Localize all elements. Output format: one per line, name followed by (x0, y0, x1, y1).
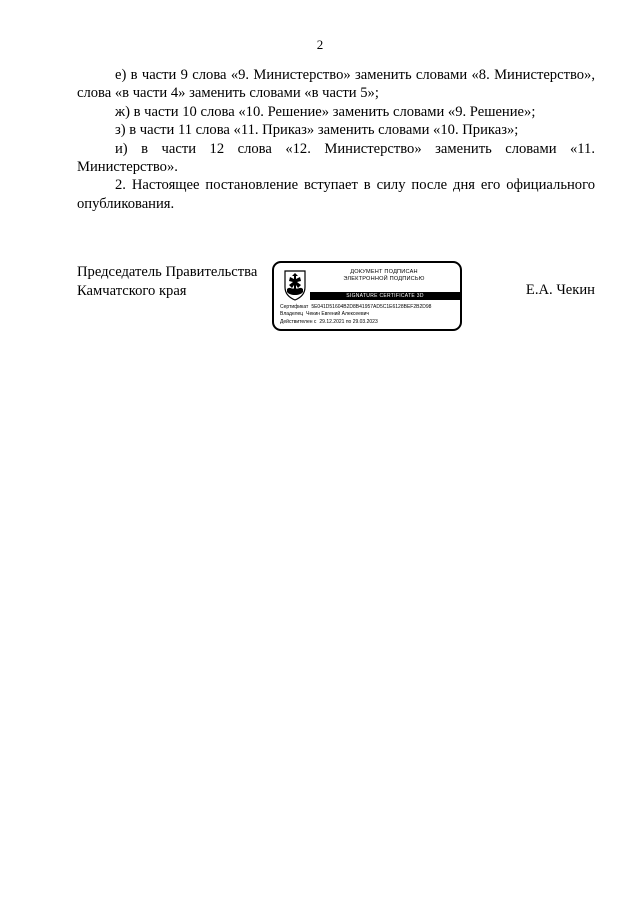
validity-label: Действителен с (280, 318, 317, 325)
certificate-label: Сертификат (280, 304, 309, 310)
paragraph-item-z: з) в части 11 слова «11. Приказ» заменить словами «10. Приказ»; (115, 122, 519, 139)
stamp-owner-row (280, 311, 460, 318)
signer-position (77, 263, 257, 300)
owner-value: Чекин Евгений Алексеевич (306, 311, 369, 318)
stamp-heading-line2: ЭЛЕКТРОННОЙ ПОДПИСЬЮ (343, 276, 425, 282)
certificate-value: 5E041D51604B2D8B41957AD5C1E6128BEF2B2D98 (311, 304, 432, 310)
paragraph-item-e: е) в части 9 слова «9. Министерство» заменить словами «8. Министерство», слова «в части 4» заменить словами «в части 5»; (77, 67, 595, 102)
paragraph-item-i: и) в части 12 слова «12. Министерство» заменить словами «11. Министерство». (77, 140, 595, 176)
stamp-heading (314, 269, 454, 283)
stamp-validity-row (280, 319, 460, 326)
owner-label: Владелец (280, 311, 304, 318)
stamp-heading-line1: ДОКУМЕНТ ПОДПИСАН (350, 269, 418, 275)
stamp-certificate-bar: SIGNATURE CERTIFICATE 3D (310, 292, 460, 300)
signer-position-line2: Камчатского края (77, 282, 187, 299)
paragraph-item-zh: ж) в части 10 слова «10. Решение» заменить словами «9. Решение»; (115, 103, 536, 120)
stamp-details (280, 304, 460, 326)
signature-block (77, 261, 595, 336)
document-body (77, 66, 595, 213)
validity-value: 29.12.2021 по 29.03.2023 (319, 318, 378, 325)
paragraph-effective-date: 2. Настоящее постановление вступает в силу после дня его официального опубликования. (77, 177, 595, 212)
electronic-signature-stamp (272, 261, 462, 331)
page-number: 2 (316, 37, 324, 52)
signer-name: Е.А. Чекин (525, 282, 595, 298)
coat-of-arms-icon (282, 267, 308, 301)
signer-position-line1: Председатель Правительства (77, 264, 258, 280)
